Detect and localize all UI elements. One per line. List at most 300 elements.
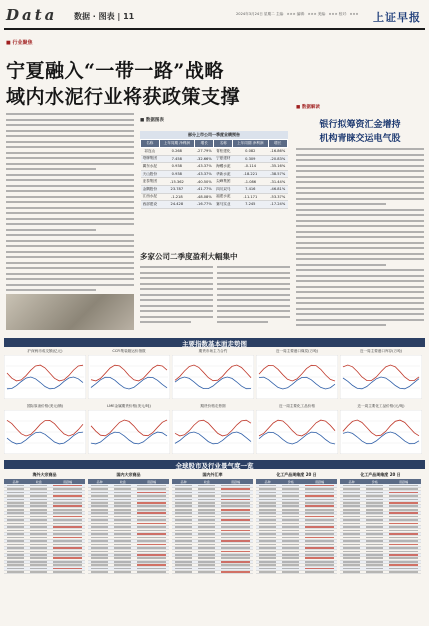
cell-text-placeholder [137,571,166,573]
cell-text-placeholder [366,530,383,532]
cell-text-placeholder [53,519,82,521]
text-line [140,277,213,279]
chart-band-header [4,338,425,347]
cell-text-placeholder [259,519,276,521]
cell-text-placeholder [30,530,47,532]
cell-text-placeholder [221,557,250,559]
cell-text-placeholder [114,544,131,546]
cell-text-placeholder [389,505,418,507]
table-cell: -16.77% [195,201,214,209]
text-line [6,278,134,280]
cell-text-placeholder [305,540,334,542]
text-line [296,231,424,233]
cell-text-placeholder [175,551,192,553]
cell-text-placeholder [198,516,215,518]
cell-text-placeholder [7,557,24,559]
table-header-cell: 增长 [268,140,288,148]
cell-text-placeholder [175,530,192,532]
cell-text-placeholder [114,557,131,559]
text-line [296,176,424,178]
cell-text-placeholder [389,564,418,566]
cell-text-placeholder [389,533,418,535]
cell-text-placeholder [389,492,418,494]
table-row [256,570,337,573]
cell-text-placeholder [305,554,334,556]
cell-text-placeholder [366,537,383,539]
table-cell: -43.37% [195,170,214,178]
cell-text-placeholder [259,509,276,511]
cell-text-placeholder [198,561,215,563]
text-line [296,225,424,227]
text-line [217,305,290,307]
text-line [140,299,213,301]
table-row [172,570,253,573]
text-line [296,275,424,277]
cell-text-placeholder [175,533,192,535]
cell-text-placeholder [114,537,131,539]
cell-text-placeholder [198,492,215,494]
cell-text-placeholder [305,557,334,559]
table-cell: 7.416 [233,185,268,193]
cell-text-placeholder [259,554,276,556]
cell-text-placeholder [30,523,47,525]
text-line [140,288,213,290]
cell-text-placeholder [366,526,383,528]
cell-text-placeholder [175,523,192,525]
table-cell [218,570,253,573]
mini-chart-title: 近一周主要化工品价格(元/吨) [357,404,405,408]
table-cell: -27.79% [195,148,214,156]
market-table-header: 涨跌幅 [218,479,253,484]
cell-text-placeholder [53,530,82,532]
cell-text-placeholder [53,526,82,528]
right-kicker: ■ 数据解读 [296,105,320,110]
cell-text-placeholder [221,505,250,507]
market-table-header: 涨跌幅 [50,479,85,484]
table-row [4,570,85,573]
cell-text-placeholder [198,568,215,570]
market-table-header: 品种 [256,479,279,484]
table-cell: -31.44% [268,178,288,186]
market-table [88,472,169,574]
text-line [296,236,424,238]
text-line [6,289,96,291]
newspaper-brand: 上证早报 [373,11,421,24]
table-cell: 海螺水泥 [214,163,233,171]
table-cell: 金隅股份 [141,185,160,193]
text-line [217,283,290,285]
market-table-header: 价格 [363,479,386,484]
cell-text-placeholder [53,492,82,494]
cell-text-placeholder [343,537,360,539]
cell-text-placeholder [114,540,131,542]
cell-text-placeholder [175,537,192,539]
market-table-header: 涨跌幅 [386,479,421,484]
sub-headline: 多家公司二季度盈利大幅集中 [140,252,238,261]
cell-text-placeholder [53,540,82,542]
text-line [296,165,424,167]
cell-text-placeholder [305,492,334,494]
text-line [296,264,386,266]
table-row [88,570,169,573]
cell-text-placeholder [7,526,24,528]
cell-text-placeholder [259,512,276,514]
cell-text-placeholder [53,537,82,539]
mini-chart [172,404,254,456]
cell-text-placeholder [30,492,47,494]
cell-text-placeholder [259,502,276,504]
table-cell: 赛马实业 [214,201,233,209]
cell-text-placeholder [282,499,299,501]
cell-text-placeholder [343,571,360,573]
right-headline-line1: 银行拟筹资汇金增持 [319,120,401,130]
cell-text-placeholder [389,488,418,490]
cell-text-placeholder [389,557,418,559]
table-header-cell: 上年同期 净利润 [159,140,194,148]
mini-chart [88,404,170,456]
cell-text-placeholder [91,526,108,528]
mini-chart-plot [172,355,254,399]
cell-text-placeholder [305,530,334,532]
cell-text-placeholder [91,551,108,553]
cell-text-placeholder [366,505,383,507]
cell-text-placeholder [7,554,24,556]
text-line [296,308,424,310]
cell-text-placeholder [259,540,276,542]
cell-text-placeholder [91,495,108,497]
cell-text-placeholder [259,547,276,549]
table-row [141,178,288,186]
text-line [296,269,424,271]
table-title: 部分上市公司一季度业绩预告 [140,131,288,139]
cell-text-placeholder [137,505,166,507]
cell-text-placeholder [343,544,360,546]
text-line [6,146,134,148]
cell-text-placeholder [282,564,299,566]
cell-text-placeholder [114,488,131,490]
cell-text-placeholder [198,519,215,521]
cell-text-placeholder [91,512,108,514]
text-line [6,124,134,126]
cell-text-placeholder [343,485,360,487]
cell-text-placeholder [305,519,334,521]
cell-text-placeholder [53,499,82,501]
cell-text-placeholder [259,495,276,497]
cell-text-placeholder [343,530,360,532]
cell-text-placeholder [137,512,166,514]
table-cell: 冀东水泥 [141,163,160,171]
text-line [296,247,424,249]
mini-chart-title: 沪深两市成交额(亿元) [27,349,63,353]
cell-text-placeholder [343,551,360,553]
cell-text-placeholder [282,505,299,507]
cell-text-placeholder [221,495,250,497]
cell-text-placeholder [137,523,166,525]
cell-text-placeholder [389,512,418,514]
cell-text-placeholder [343,499,360,501]
mini-chart-plot [172,410,254,454]
text-line [217,316,290,318]
cell-text-placeholder [343,564,360,566]
cell-text-placeholder [30,561,47,563]
cell-text-placeholder [198,499,215,501]
cell-text-placeholder [366,519,383,521]
cell-text-placeholder [198,523,215,525]
cell-text-placeholder [91,544,108,546]
cell-text-placeholder [175,571,192,573]
cell-text-placeholder [30,512,47,514]
cell-text-placeholder [343,526,360,528]
cell-text-placeholder [91,533,108,535]
text-line [140,294,213,296]
cell-text-placeholder [7,540,24,542]
text-line [217,299,290,301]
cell-text-placeholder [137,537,166,539]
cell-text-placeholder [91,499,108,501]
mini-chart-plot [4,410,86,454]
text-line [140,310,213,312]
cell-text-placeholder [259,530,276,532]
cell-text-placeholder [221,512,250,514]
cell-text-placeholder [366,533,383,535]
cell-text-placeholder [7,530,24,532]
text-line [296,313,424,315]
cell-text-placeholder [7,499,24,501]
cell-text-placeholder [259,544,276,546]
cell-text-placeholder [282,512,299,514]
mini-chart-title: LME金属期货价格(美元/吨) [107,404,151,408]
cell-text-placeholder [7,537,24,539]
cell-text-placeholder [389,571,418,573]
cell-text-placeholder [91,516,108,518]
cell-text-placeholder [366,492,383,494]
market-table-header: 涨跌幅 [134,479,169,484]
text-line [6,223,134,225]
text-line [296,330,424,331]
section-label: 数据 · 图表 | 11 [74,12,135,21]
cell-text-placeholder [259,564,276,566]
cell-text-placeholder [114,499,131,501]
cell-text-placeholder [114,512,131,514]
table-cell: 24.428 [159,201,194,209]
cell-text-placeholder [282,523,299,525]
cell-text-placeholder [175,568,192,570]
right-headline-line2: 机构青睐交运电气股 [319,134,401,144]
cell-text-placeholder [389,516,418,518]
cell-text-placeholder [137,509,166,511]
cell-text-placeholder [366,485,383,487]
cell-text-placeholder [91,502,108,504]
cell-text-placeholder [366,509,383,511]
text-line [217,272,290,274]
cell-text-placeholder [259,561,276,563]
cell-text-placeholder [30,547,47,549]
text-line [6,207,134,209]
cell-text-placeholder [282,537,299,539]
cell-text-placeholder [198,488,215,490]
text-line [140,305,213,307]
cell-text-placeholder [198,554,215,556]
cell-text-placeholder [343,512,360,514]
cell-text-placeholder [259,568,276,570]
cell-text-placeholder [198,557,215,559]
cell-text-placeholder [389,509,418,511]
cell-text-placeholder [30,537,47,539]
cell-text-placeholder [389,544,418,546]
cell-text-placeholder [7,568,24,570]
cell-text-placeholder [282,554,299,556]
table-cell: 四川双马 [214,185,233,193]
cell-text-placeholder [114,568,131,570]
cell-text-placeholder [91,540,108,542]
cell-text-placeholder [114,533,131,535]
cell-text-placeholder [30,488,47,490]
cell-text-placeholder [53,547,82,549]
cell-text-placeholder [343,492,360,494]
cell-text-placeholder [175,554,192,556]
cell-text-placeholder [221,516,250,518]
cell-text-placeholder [366,564,383,566]
cell-text-placeholder [198,533,215,535]
cell-text-placeholder [389,530,418,532]
cell-text-placeholder [175,519,192,521]
text-line [296,280,424,282]
cell-text-placeholder [53,502,82,504]
cell-text-placeholder [114,523,131,525]
cell-text-placeholder [114,519,131,521]
text-line [296,209,424,211]
table-cell: -18.221 [233,170,268,178]
text-line [296,324,386,326]
table-cell: 西部建设 [141,201,160,209]
cell-text-placeholder [343,568,360,570]
cell-text-placeholder [175,488,192,490]
table-header-cell: 名称 [214,140,233,148]
cell-text-placeholder [7,564,24,566]
market-table-title: 化工产品周维度 20 日 [360,472,401,477]
table-row [340,570,421,573]
cell-text-placeholder [282,557,299,559]
market-table-title: 国内外汇率 [202,472,223,477]
cell-text-placeholder [366,557,383,559]
text-line [217,277,290,279]
cell-text-placeholder [114,502,131,504]
cell-text-placeholder [305,499,334,501]
table-cell: 塔牌集团 [141,155,160,163]
cell-text-placeholder [221,537,250,539]
cell-text-placeholder [53,485,82,487]
cell-text-placeholder [198,526,215,528]
text-line [6,157,134,159]
cell-text-placeholder [198,564,215,566]
cell-text-placeholder [305,561,334,563]
text-line [217,321,268,323]
table-cell: -43.37% [195,163,214,171]
table-cell: 7.458 [159,155,194,163]
cell-text-placeholder [53,544,82,546]
market-table-header: 品种 [340,479,363,484]
table-cell [386,570,421,573]
mini-chart [256,404,338,456]
cell-text-placeholder [137,492,166,494]
cell-text-placeholder [389,495,418,497]
table-cell: 祁连山 [141,148,160,156]
cell-text-placeholder [282,568,299,570]
cell-text-placeholder [30,551,47,553]
cell-text-placeholder [259,505,276,507]
cell-text-placeholder [343,495,360,497]
cell-text-placeholder [7,571,24,573]
cell-text-placeholder [91,554,108,556]
text-line [296,154,424,156]
text-line [296,242,424,244]
text-line [217,310,290,312]
cell-text-placeholder [137,516,166,518]
text-line [296,220,424,222]
table-cell: -46.81% [268,185,288,193]
cell-text-placeholder [259,526,276,528]
table-row [141,185,288,193]
table-header-cell: 上年同期 净利润 [233,140,268,148]
market-table [256,472,337,574]
cell-text-placeholder [366,502,383,504]
cell-text-placeholder [282,502,299,504]
cell-text-placeholder [175,526,192,528]
cell-text-placeholder [114,495,131,497]
cell-text-placeholder [137,499,166,501]
cell-text-placeholder [114,516,131,518]
table-cell [111,570,134,573]
cell-text-placeholder [53,509,82,511]
cell-text-placeholder [366,499,383,501]
cell-text-placeholder [175,509,192,511]
cell-text-placeholder [30,544,47,546]
text-line [6,273,134,275]
market-table-grid [4,479,85,574]
market-table-grid [172,479,253,574]
table-cell: -35.16% [268,163,288,171]
cell-text-placeholder [114,547,131,549]
cell-text-placeholder [137,485,166,487]
cell-text-placeholder [389,485,418,487]
text-line [6,240,134,242]
cell-text-placeholder [343,523,360,525]
cell-text-placeholder [137,547,166,549]
cell-text-placeholder [343,505,360,507]
cell-text-placeholder [198,571,215,573]
cell-text-placeholder [198,502,215,504]
market-table-header: 收盘 [27,479,50,484]
cell-text-placeholder [114,485,131,487]
cell-text-placeholder [175,564,192,566]
cell-text-placeholder [7,485,24,487]
cell-text-placeholder [53,568,82,570]
table-cell [4,570,27,573]
cell-text-placeholder [175,492,192,494]
cell-text-placeholder [30,516,47,518]
cell-text-placeholder [198,540,215,542]
lead-headline-line1: 宁夏融入“一带一路”战略 [6,60,224,82]
earnings-table [140,139,288,209]
cell-text-placeholder [137,488,166,490]
cell-text-placeholder [366,544,383,546]
cell-text-placeholder [366,540,383,542]
cell-text-placeholder [30,505,47,507]
table-cell: 0.268 [159,148,194,156]
cell-text-placeholder [30,485,47,487]
mini-chart-plot [88,410,170,454]
cell-text-placeholder [259,499,276,501]
